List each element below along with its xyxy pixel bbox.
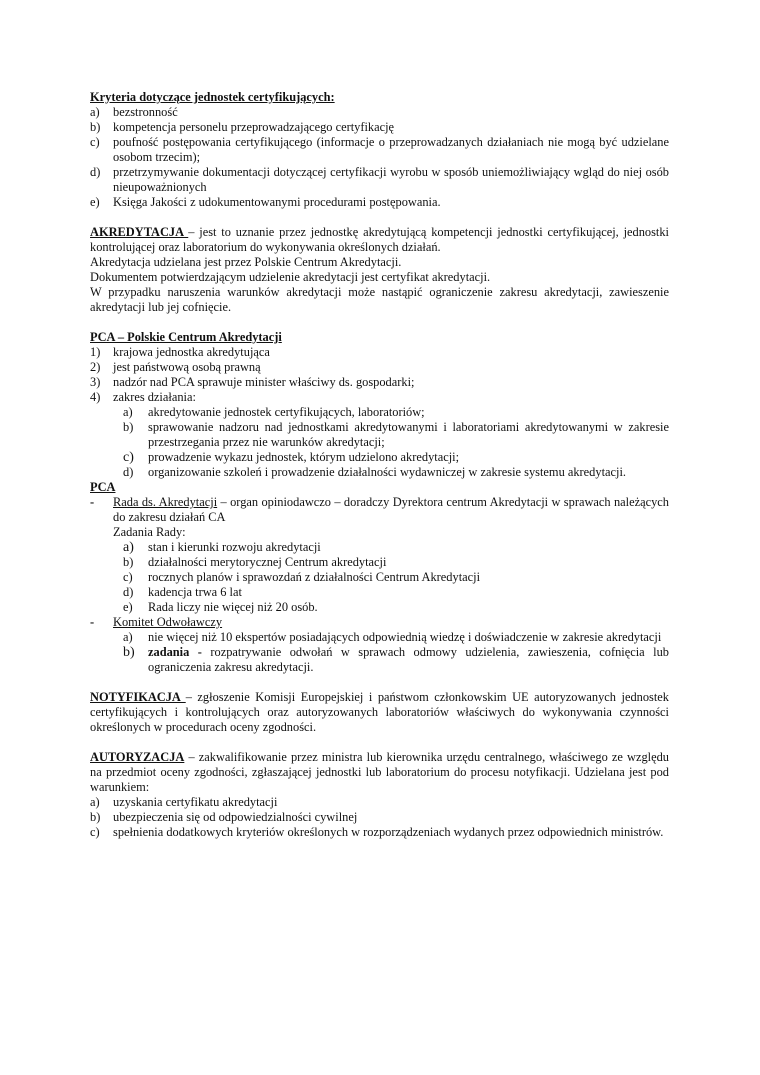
notyfikacja-term: NOTYFIKACJA	[90, 690, 186, 704]
list-item	[123, 630, 669, 645]
akredytacja-line: Dokumentem potwierdzającym udzielenie akredytacji jest certyfikat akredytacji.	[90, 270, 491, 284]
list-marker: c)	[123, 450, 134, 465]
list-item	[90, 360, 669, 375]
list-item	[123, 420, 669, 450]
autoryzacja-definition-text: – zakwalifikowanie przez ministra lub kierownika urzędu centralnego, właściwego ze względu na przedmiot oceny zgodności, zgłaszającej jednostki lub laboratorium do procesu notyfikacji. Udzielana jest pod warunkiem:	[90, 750, 669, 794]
akredytacja-term: AKREDYTACJA	[90, 225, 189, 239]
list-text: Rada liczy nie więcej niż 20 osób.	[148, 600, 318, 614]
list-item	[90, 105, 669, 120]
list-marker: b)	[123, 420, 134, 434]
list-text: zakres działania:	[113, 390, 196, 404]
list-marker: c)	[123, 570, 133, 584]
list-marker: c)	[90, 825, 100, 839]
list-text: akredytowanie jednostek certyfikujących, laboratoriów;	[148, 405, 425, 419]
komitet-list	[123, 630, 669, 675]
list-text: prowadzenie wykazu jednostek, którym udzielono akredytacji;	[148, 450, 460, 464]
document-content	[90, 90, 669, 840]
komitet-item	[90, 615, 669, 630]
spacer	[90, 675, 669, 690]
spacer	[90, 315, 669, 330]
list-marker: a)	[90, 105, 100, 119]
list-text: krajowa jednostka akredytująca	[113, 345, 270, 359]
komitet-zadania-text: rozpatrywanie odwołań w sprawach odmowy udzielenia, zawieszenia, cofnięcia lub ograniczenia zakresu akredytacji.	[148, 645, 669, 674]
list-item	[90, 120, 669, 135]
list-text: nadzór nad PCA sprawuje minister właściwy ds. gospodarki;	[113, 375, 415, 389]
list-text: rocznych planów i sprawozdań z działalności Centrum Akredytacji	[148, 570, 481, 584]
notyfikacja-definition	[90, 690, 669, 735]
rada-text	[113, 495, 669, 525]
komitet-name: Komitet Odwoławczy	[113, 615, 223, 629]
list-text: kadencja trwa 6 lat	[148, 585, 242, 599]
list-text: kompetencja personelu przeprowadzającego certyfikację	[113, 120, 395, 134]
autoryzacja-list	[90, 795, 669, 840]
list-item	[90, 795, 669, 810]
akredytacja-definition	[90, 225, 669, 255]
zadania-label: Zadania Rady:	[113, 525, 186, 539]
list-marker: a)	[90, 795, 100, 809]
pca2-heading: PCA	[90, 480, 116, 494]
list-item	[90, 810, 669, 825]
list-item	[90, 390, 669, 405]
kryteria-list	[90, 105, 669, 210]
list-marker: d)	[123, 585, 134, 599]
spacer	[90, 735, 669, 750]
list-item	[90, 825, 669, 840]
list-item	[123, 600, 669, 615]
list-text: bezstronność	[113, 105, 178, 119]
spacer	[90, 210, 669, 225]
list-item	[90, 345, 669, 360]
list-marker: b)	[123, 555, 134, 569]
list-item	[123, 465, 669, 480]
list-item	[123, 585, 669, 600]
list-item	[123, 540, 669, 555]
list-text: spełnienia dodatkowych kryteriów określonych w rozporządzeniach wydanych przez odpowiednich ministrów.	[113, 825, 664, 839]
list-text: organizowanie szkoleń i prowadzenie działalności wydawniczej w zakresie systemu akredytacji.	[148, 465, 627, 479]
rada-name: Rada ds. Akredytacji	[113, 495, 218, 509]
pca-list	[90, 345, 669, 480]
list-marker: a)	[123, 540, 134, 555]
list-marker: d)	[123, 465, 134, 479]
akredytacja-line: W przypadku naruszenia warunków akredytacji może nastąpić ograniczenie zakresu akredytacji, zawieszenie akredytacji lub jej cofnięcie.	[90, 285, 669, 314]
list-item	[123, 405, 669, 420]
komitet-zadania-label: zadania -	[148, 645, 202, 659]
list-item	[123, 555, 669, 570]
list-text: poufność postępowania certyfikującego (informacje o przeprowadzanych działaniach nie mogą być udzielane osobom trzecim);	[113, 135, 669, 164]
list-item	[123, 570, 669, 585]
list-marker: e)	[123, 600, 133, 614]
list-item	[90, 135, 669, 165]
list-marker: 4)	[90, 390, 101, 404]
autoryzacja-definition	[90, 750, 669, 795]
zakres-list	[123, 405, 669, 480]
list-text: sprawowanie nadzoru nad jednostkami akredytowanymi i laboratoriami akredytowanymi w zakresie przestrzegania przez nie warunków akredytacji;	[148, 420, 669, 449]
list-marker: b)	[90, 120, 101, 134]
list-text: nie więcej niż 10 ekspertów posiadających odpowiednią wiedzę i doświadczenie w zakresie akredytacji	[148, 630, 662, 644]
rada-item	[90, 495, 669, 525]
notyfikacja-definition-text: – zgłoszenie Komisji Europejskiej i państwom członkowskim UE autoryzowanych jednostek certyfikujących i kontrolujących oraz autoryzowanych laboratoriów właściwych do wykonywania czynności określonych w procedurach oceny zgodności.	[90, 690, 669, 734]
list-text: jest państwową osobą prawną	[113, 360, 261, 374]
list-marker: a)	[123, 630, 133, 644]
zadania-list	[123, 540, 669, 615]
list-marker: 2)	[90, 360, 101, 374]
list-text: Księga Jakości z udokumentowanymi procedurami postępowania.	[113, 195, 441, 209]
list-text: przetrzymywanie dokumentacji dotyczącej certyfikacji wyrobu w sposób uniemożliwiający wgląd do niej osób nieupoważnionych	[113, 165, 669, 194]
list-item	[123, 450, 669, 465]
list-marker: d)	[90, 165, 101, 179]
list-marker: 3)	[90, 375, 101, 389]
list-text	[148, 645, 669, 675]
list-item	[90, 195, 669, 210]
rada-desc: – organ opiniodawczo – doradczy Dyrektora centrum Akredytacji w sprawach należących do zakresu działań CA	[113, 495, 669, 524]
akredytacja-line: Akredytacja udzielana jest przez Polskie Centrum Akredytacji.	[90, 255, 402, 269]
list-marker: b)	[90, 810, 101, 824]
kryteria-heading: Kryteria dotyczące jednostek certyfikujących:	[90, 90, 335, 104]
list-item	[123, 645, 669, 675]
list-marker: e)	[90, 195, 100, 209]
list-item	[90, 375, 669, 390]
list-marker: b)	[123, 645, 135, 660]
list-text: uzyskania certyfikatu akredytacji	[113, 795, 278, 809]
list-marker: c)	[90, 135, 100, 149]
list-text: działalności merytorycznej Centrum akredytacji	[148, 555, 387, 569]
list-item	[90, 165, 669, 195]
akredytacja-definition-text: – jest to uznanie przez jednostkę akredytującą kompetencji jednostki certyfikującej, jednostki kontrolującej oraz laboratorium do wykonywania określonych działań.	[90, 225, 670, 254]
list-text: ubezpieczenia się od odpowiedzialności cywilnej	[113, 810, 358, 824]
autoryzacja-term: AUTORYZACJA	[90, 750, 185, 764]
dash-marker: -	[90, 495, 95, 509]
pca-heading: PCA – Polskie Centrum Akredytacji	[90, 330, 282, 344]
list-marker: 1)	[90, 345, 101, 359]
list-text: stan i kierunki rozwoju akredytacji	[148, 540, 321, 554]
list-marker: a)	[123, 405, 133, 419]
dash-marker: -	[90, 615, 95, 629]
